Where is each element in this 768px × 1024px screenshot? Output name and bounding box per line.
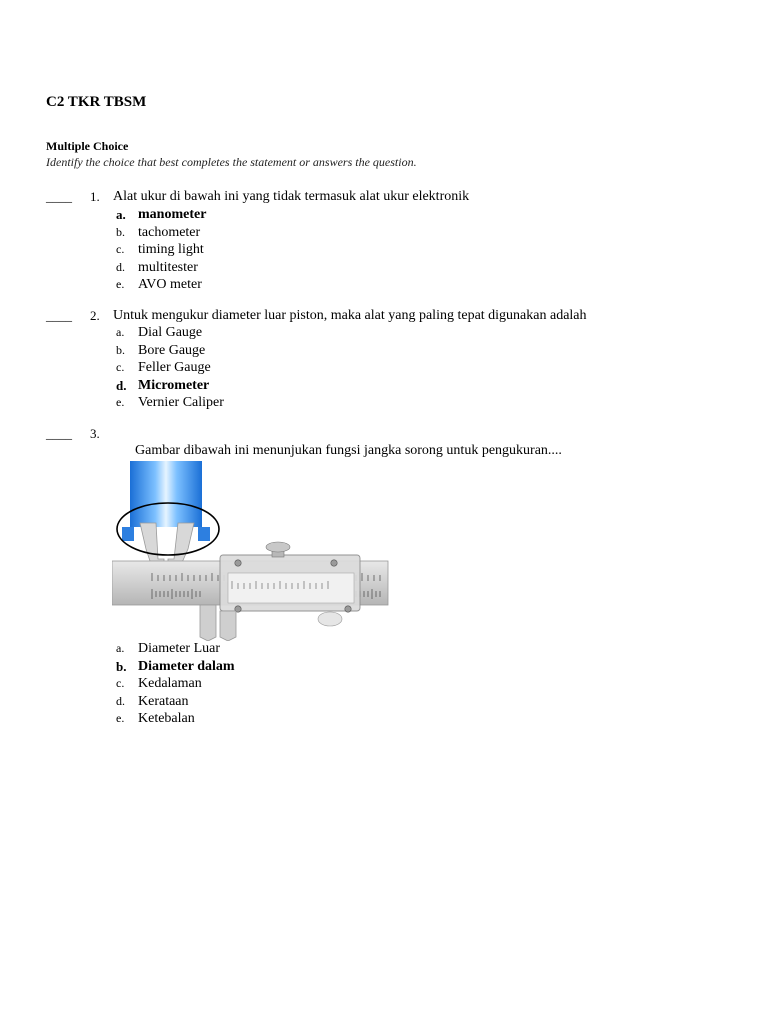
choice-text: Diameter Luar <box>138 641 221 656</box>
choice-letter: d. <box>116 259 125 274</box>
choice-text: multitester <box>138 259 198 275</box>
choice-text: manometer <box>138 207 207 222</box>
question-number: 2. <box>90 308 100 323</box>
question-number: 1. <box>90 189 100 204</box>
answer-blank: ____ <box>46 308 72 323</box>
question-text: Untuk mengukur diameter luar piston, maka alat yang paling tepat digunakan adalah <box>113 308 587 323</box>
choice-letter: b. <box>116 224 125 239</box>
choice-letter: e. <box>116 277 125 292</box>
vernier-caliper-figure <box>112 461 392 641</box>
vernier-caliper-illustration <box>112 461 392 641</box>
choice-text: AVO meter <box>138 277 202 293</box>
choice-letter: d. <box>116 377 127 393</box>
answer-blank: ____ <box>46 189 72 204</box>
instructions: Identify the choice that best completes the statement or answers the question. <box>46 155 417 169</box>
choice-letter: a. <box>116 641 125 655</box>
choice-text: Diameter dalam <box>138 658 235 674</box>
choice-text: Ketebalan <box>138 711 195 727</box>
choice-letter: b. <box>116 342 125 357</box>
choice-letter: e. <box>116 711 125 726</box>
choice-text: Vernier Caliper <box>138 395 224 411</box>
choice-letter: e. <box>116 395 125 410</box>
choice-letter: c. <box>116 242 125 257</box>
choice-text: Micrometer <box>138 377 210 393</box>
choice-letter: d. <box>116 693 125 708</box>
choice-text: Feller Gauge <box>138 360 211 376</box>
choice-letter: c. <box>116 360 125 375</box>
choice-text: timing light <box>138 242 204 258</box>
choice-text: Bore Gauge <box>138 342 206 358</box>
question-text: Alat ukur di bawah ini yang tidak termasuk alat ukur elektronik <box>113 189 470 204</box>
section-title: Multiple Choice <box>46 139 129 153</box>
choice-letter: a. <box>116 325 125 339</box>
choice-letter: c. <box>116 676 125 691</box>
choice-text: tachometer <box>138 224 201 240</box>
choice-letter: b. <box>116 658 127 674</box>
question-number: 3. <box>90 426 100 441</box>
choice-letter: a. <box>116 207 126 222</box>
choice-text: Dial Gauge <box>138 325 203 340</box>
document-title: C2 TKR TBSM <box>46 94 147 110</box>
choice-text: Kedalaman <box>138 676 202 692</box>
choice-text: Kerataan <box>138 693 189 709</box>
figure-caption: Gambar dibawah ini menunjukan fungsi jangka sorong untuk pengukuran.... <box>135 443 562 458</box>
answer-blank: ____ <box>46 426 72 441</box>
